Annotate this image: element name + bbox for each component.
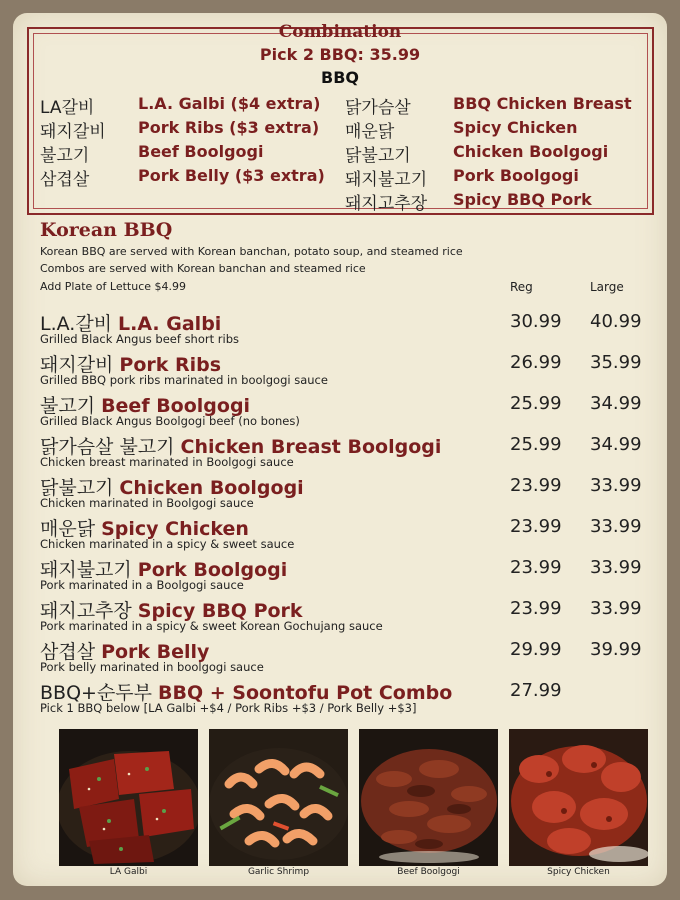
item-description: Pork marinated in a spicy & sweet Korean Gochujang sauce xyxy=(40,619,383,633)
combo-option xyxy=(345,165,645,189)
item-name-en: Pork Belly xyxy=(101,641,210,663)
item-name-en: L.A. Galbi xyxy=(118,313,222,335)
combo-option-en: Beef Boolgogi xyxy=(138,142,264,161)
combo-option-kr: 닭가슴살 xyxy=(345,98,411,118)
photo-beef-boolgogi xyxy=(359,729,498,866)
item-price-reg: 25.99 xyxy=(510,434,562,455)
item-name-en: Pork Ribs xyxy=(119,354,222,376)
combo-option-kr: 삼겹살 xyxy=(40,170,90,190)
menu-item xyxy=(40,637,660,678)
section-title: Korean BBQ xyxy=(40,219,173,241)
item-name-kr: 매운닭 xyxy=(40,518,96,540)
photo-spicy-chicken xyxy=(509,729,648,866)
combo-option xyxy=(345,117,645,141)
item-price-large: 33.99 xyxy=(590,516,642,537)
combo-option-en: BBQ Chicken Breast xyxy=(453,94,632,113)
combo-option-kr: 닭불고기 xyxy=(345,146,411,166)
item-price-reg: 27.99 xyxy=(510,680,562,701)
item-description: Pork marinated in a Boolgogi sauce xyxy=(40,578,244,592)
photo-caption: Spicy Chicken xyxy=(547,867,610,877)
section-note: Korean BBQ are served with Korean banchan, potato soup, and steamed rice xyxy=(40,245,463,258)
item-price-large: 35.99 xyxy=(590,352,642,373)
item-name-en: Beef Boolgogi xyxy=(101,395,251,417)
menu-item xyxy=(40,391,660,432)
combo-option-en: Spicy BBQ Pork xyxy=(453,190,592,209)
item-name-en: BBQ + Soontofu Pot Combo xyxy=(158,682,453,704)
menu-item xyxy=(40,555,660,596)
combo-option xyxy=(40,141,330,165)
combo-option xyxy=(40,93,330,117)
photo-garlic-shrimp xyxy=(209,729,348,866)
item-price-reg: 25.99 xyxy=(510,393,562,414)
item-price-reg: 23.99 xyxy=(510,516,562,537)
item-price-reg: 30.99 xyxy=(510,311,562,332)
item-name-en: Spicy BBQ Pork xyxy=(137,600,303,622)
la-galbi-image xyxy=(59,729,198,866)
combo-option-kr: 돼지불고기 xyxy=(345,170,428,190)
menu-item xyxy=(40,473,660,514)
item-name-kr: L.A.갈비 xyxy=(40,313,113,335)
item-description: Grilled Black Angus Boolgogi beef (no bones) xyxy=(40,414,300,428)
item-price-large: 34.99 xyxy=(590,393,642,414)
item-name-en: Spicy Chicken xyxy=(101,518,249,540)
combo-option-en: L.A. Galbi ($4 extra) xyxy=(138,94,321,113)
combo-option-kr: 돼지고추장 xyxy=(345,194,428,214)
menu-item xyxy=(40,514,660,555)
item-name-kr: BBQ+순두부 xyxy=(40,682,153,704)
item-name-kr: 돼지고추장 xyxy=(40,600,132,622)
combo-option-en: Chicken Boolgogi xyxy=(453,142,609,161)
photo-la-galbi xyxy=(59,729,198,866)
menu-item xyxy=(40,350,660,391)
combo-option xyxy=(345,141,645,165)
item-description: Pick 1 BBQ below [LA Galbi +$4 / Pork Ribs +$3 / Pork Belly +$3] xyxy=(40,701,417,715)
combo-option xyxy=(345,189,645,213)
item-price-large: 33.99 xyxy=(590,598,642,619)
item-price-reg: 23.99 xyxy=(510,557,562,578)
item-description: Grilled Black Angus beef short ribs xyxy=(40,332,239,346)
item-price-large: 40.99 xyxy=(590,311,642,332)
item-description: Chicken breast marinated in Boolgogi sauce xyxy=(40,455,294,469)
spicy-chicken-image xyxy=(509,729,648,866)
item-name-en: Chicken Boolgogi xyxy=(119,477,304,499)
combo-option-kr: 불고기 xyxy=(40,146,90,166)
combo-option-en: Spicy Chicken xyxy=(453,118,578,137)
item-price-large: 34.99 xyxy=(590,434,642,455)
item-name-en: Pork Boolgogi xyxy=(137,559,288,581)
item-description: Pork belly marinated in boolgogi sauce xyxy=(40,660,264,674)
item-price-large: 33.99 xyxy=(590,557,642,578)
photo-caption: Beef Boolgogi xyxy=(397,867,460,877)
combination-price: Pick 2 BBQ: 35.99 xyxy=(259,45,421,64)
combo-option xyxy=(40,117,330,141)
item-name-kr: 닭가슴살 불고기 xyxy=(40,436,175,458)
column-header-reg: Reg xyxy=(510,280,533,294)
item-price-reg: 26.99 xyxy=(510,352,562,373)
combo-option xyxy=(345,93,645,117)
item-price-large: 33.99 xyxy=(590,475,642,496)
item-description: Grilled BBQ pork ribs marinated in boolgogi sauce xyxy=(40,373,328,387)
item-price-reg: 23.99 xyxy=(510,598,562,619)
menu-item xyxy=(40,678,660,719)
photo-caption: Garlic Shrimp xyxy=(247,867,310,877)
garlic-shrimp-image xyxy=(209,729,348,866)
combo-option-kr: 돼지갈비 xyxy=(40,122,106,142)
item-name-kr: 닭불고기 xyxy=(40,477,114,499)
photo-caption: LA Galbi xyxy=(109,867,148,877)
item-name-kr: 돼지갈비 xyxy=(40,354,114,376)
beef-boolgogi-image xyxy=(359,729,498,866)
combo-option-kr: LA갈비 xyxy=(40,98,95,118)
combination-title: Combination xyxy=(278,22,402,42)
item-name-kr: 돼지불고기 xyxy=(40,559,132,581)
combo-option-en: Pork Ribs ($3 extra) xyxy=(138,118,320,137)
combo-option-en: Pork Boolgogi xyxy=(453,166,579,185)
item-name-kr: 불고기 xyxy=(40,395,96,417)
item-price-large: 39.99 xyxy=(590,639,642,660)
item-description: Chicken marinated in Boolgogi sauce xyxy=(40,496,254,510)
menu-item xyxy=(40,309,660,350)
item-price-reg: 29.99 xyxy=(510,639,562,660)
combo-option-en: Pork Belly ($3 extra) xyxy=(138,166,325,185)
combination-bbq-label: BBQ xyxy=(321,68,359,87)
menu-item xyxy=(40,432,660,473)
combo-option-kr: 매운닭 xyxy=(345,122,395,142)
section-note: Combos are served with Korean banchan and steamed rice xyxy=(40,262,366,275)
item-price-reg: 23.99 xyxy=(510,475,562,496)
item-name-kr: 삼겹살 xyxy=(40,641,96,663)
item-name-en: Chicken Breast Boolgogi xyxy=(180,436,442,458)
column-header-large: Large xyxy=(590,280,624,294)
menu-item xyxy=(40,596,660,637)
combo-option xyxy=(40,165,330,189)
section-note: Add Plate of Lettuce $4.99 xyxy=(40,280,187,293)
item-description: Chicken marinated in a spicy & sweet sauce xyxy=(40,537,295,551)
